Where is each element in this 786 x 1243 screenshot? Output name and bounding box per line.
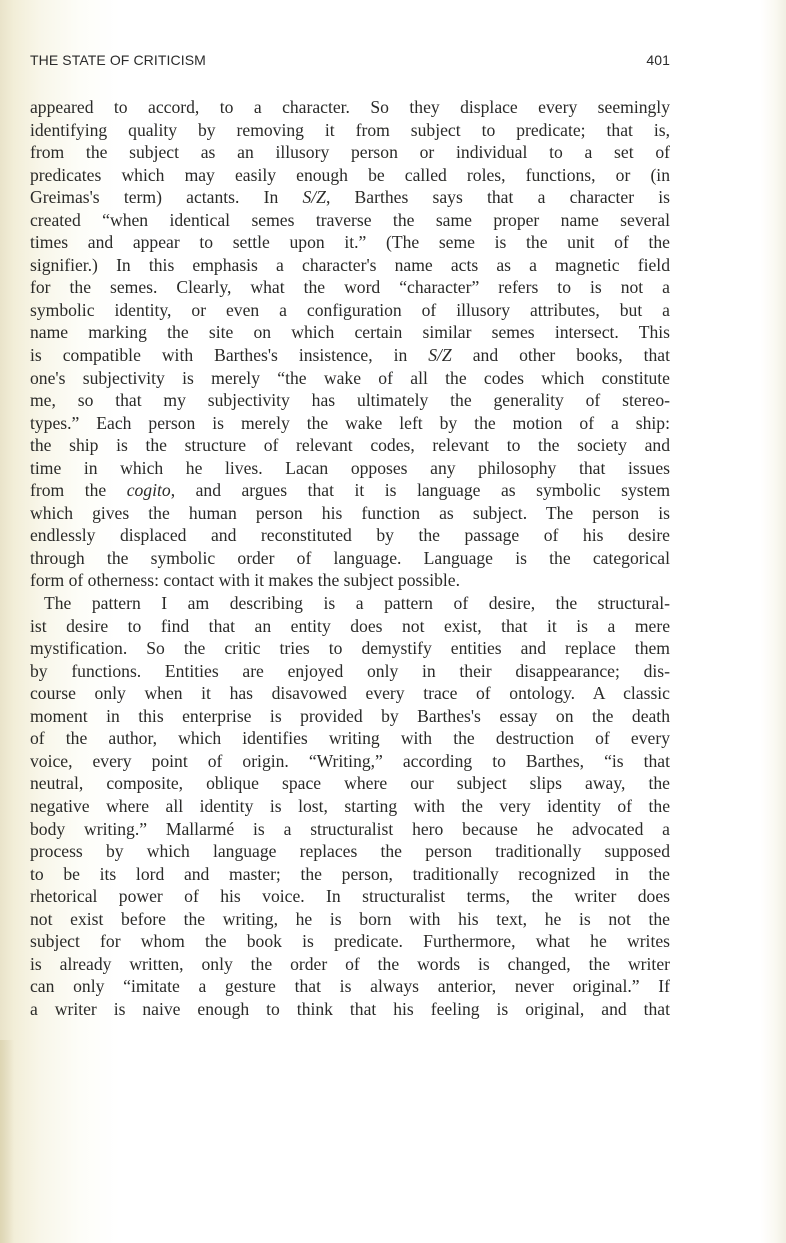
text-line <box>30 321 670 344</box>
text-line <box>30 772 670 795</box>
text-line <box>30 479 670 502</box>
text-line <box>30 276 670 299</box>
text-segment: , Barthes says that a character is <box>325 187 670 208</box>
running-head <box>30 52 670 72</box>
binding-gutter-shadow <box>0 1040 14 1243</box>
text-segment: and other books, that <box>451 345 670 366</box>
text-line <box>30 96 670 119</box>
text-segment: types.” Each person is merely the wake left by the motion of a ship: <box>30 412 670 433</box>
text-line <box>30 524 670 547</box>
text-line <box>30 863 670 886</box>
text-segment: The pattern I am describing is a pattern of desire, the structural- <box>44 593 670 614</box>
text-segment: appeared to accord, to a character. So they displace every seemingly <box>30 97 670 117</box>
text-line <box>30 547 670 570</box>
text-segment: signifier.) In this emphasis a character's name acts as a magnetic field <box>30 254 670 275</box>
text-segment: negative where all identity is lost, starting with the very identity of the <box>30 795 670 816</box>
text-line <box>30 569 670 592</box>
text-segment: rhetorical power of his voice. In structuralist terms, the writer does <box>30 886 670 907</box>
text-segment: of the author, which identifies writing with the destruction of every <box>30 728 670 749</box>
text-line <box>30 615 670 638</box>
text-line <box>30 164 670 187</box>
text-segment: me, so that my subjectivity has ultimately the generality of stereo- <box>30 390 670 411</box>
text-line <box>30 119 670 142</box>
text-segment: process by which language replaces the person traditionally supposed <box>30 841 670 862</box>
text-segment: mystification. So the critic tries to demystify entities and replace them <box>30 638 670 659</box>
text-line <box>30 660 670 683</box>
text-segment: which gives the human person his function as subject. The person is <box>30 502 670 523</box>
text-line <box>30 299 670 322</box>
text-segment: created “when identical semes traverse the same proper name several <box>30 209 670 230</box>
text-segment: one's subjectivity is merely “the wake of all the codes which constitute <box>30 367 670 388</box>
text-segment: times and appear to settle upon it.” (The seme is the unit of the <box>30 232 670 253</box>
running-title: THE STATE OF CRITICISM <box>30 52 206 68</box>
text-segment: from the <box>30 480 127 501</box>
text-segment: identifying quality by removing it from subject to predicate; that is, <box>30 119 670 140</box>
text-line <box>30 367 670 390</box>
text-segment: name marking the site on which certain similar semes intersect. This <box>30 322 670 343</box>
text-segment: can only “imitate a gesture that is always anterior, never original.” If <box>30 976 670 997</box>
text-segment: moment in this enterprise is provided by Barthes's essay on the death <box>30 705 670 726</box>
italic-title: S/Z <box>302 187 326 208</box>
paragraph <box>30 96 670 592</box>
text-line <box>30 975 670 998</box>
text-line <box>30 908 670 931</box>
page-number: 401 <box>646 52 670 68</box>
text-segment: not exist before the writing, he is born with his text, he is not the <box>30 908 670 929</box>
text-line <box>30 141 670 164</box>
text-line <box>30 953 670 976</box>
text-line <box>30 750 670 773</box>
text-line <box>30 840 670 863</box>
text-segment: through the symbolic order of language. Language is the categorical <box>30 547 670 568</box>
text-segment: is compatible with Barthes's insistence, in <box>30 345 429 366</box>
text-line <box>30 705 670 728</box>
text-line <box>30 637 670 660</box>
text-line <box>30 682 670 705</box>
text-line <box>30 592 670 615</box>
text-line <box>30 457 670 480</box>
text-segment: course only when it has disavowed every trace of ontology. A classic <box>30 683 670 704</box>
text-line <box>30 818 670 841</box>
italic-title: cogito <box>126 480 171 501</box>
text-segment: neutral, composite, oblique space where our subject slips away, the <box>30 773 670 794</box>
text-segment: time in which he lives. Lacan opposes any philosophy that issues <box>30 457 670 478</box>
text-line <box>30 502 670 525</box>
text-line <box>30 344 670 367</box>
text-segment: the ship is the structure of relevant codes, relevant to the society and <box>30 435 670 456</box>
text-segment: form of otherness: contact with it makes the subject possible. <box>30 570 460 591</box>
text-segment: Greimas's term) actants. In <box>30 187 303 208</box>
text-segment: predicates which may easily enough be called roles, functions, or (in <box>30 164 670 185</box>
text-line <box>30 885 670 908</box>
text-line <box>30 727 670 750</box>
italic-title: S/Z <box>428 345 452 366</box>
text-line <box>30 795 670 818</box>
text-line <box>30 412 670 435</box>
text-segment: , and argues that it is language as symbolic system <box>170 480 671 501</box>
text-segment: symbolic identity, or even a configuration of illusory attributes, but a <box>30 299 670 320</box>
text-line <box>30 209 670 232</box>
paragraph <box>30 592 670 1020</box>
text-line <box>30 998 670 1021</box>
text-segment: by functions. Entities are enjoyed only in their disappearance; dis- <box>30 660 670 681</box>
text-segment: is already written, only the order of the words is changed, the writer <box>30 953 670 974</box>
text-line <box>30 930 670 953</box>
text-line <box>30 434 670 457</box>
text-segment: ist desire to find that an entity does not exist, that it is a mere <box>30 615 670 636</box>
text-segment: voice, every point of origin. “Writing,” according to Barthes, “is that <box>30 750 670 771</box>
text-segment: endlessly displaced and reconstituted by the passage of his desire <box>30 525 670 546</box>
text-segment: from the subject as an illusory person or individual to a set of <box>30 142 670 163</box>
text-segment: a writer is naive enough to think that his feeling is original, and that <box>30 998 670 1019</box>
text-segment: body writing.” Mallarmé is a structuralist hero because he advocated a <box>30 818 670 839</box>
text-line <box>30 254 670 277</box>
text-segment: to be its lord and master; the person, traditionally recognized in the <box>30 863 670 884</box>
text-line <box>30 186 670 209</box>
body-text <box>30 96 670 1020</box>
text-line <box>30 231 670 254</box>
text-segment: for the semes. Clearly, what the word “character” refers to is not a <box>30 277 670 298</box>
text-segment: subject for whom the book is predicate. Furthermore, what he writes <box>30 931 670 952</box>
text-line <box>30 389 670 412</box>
